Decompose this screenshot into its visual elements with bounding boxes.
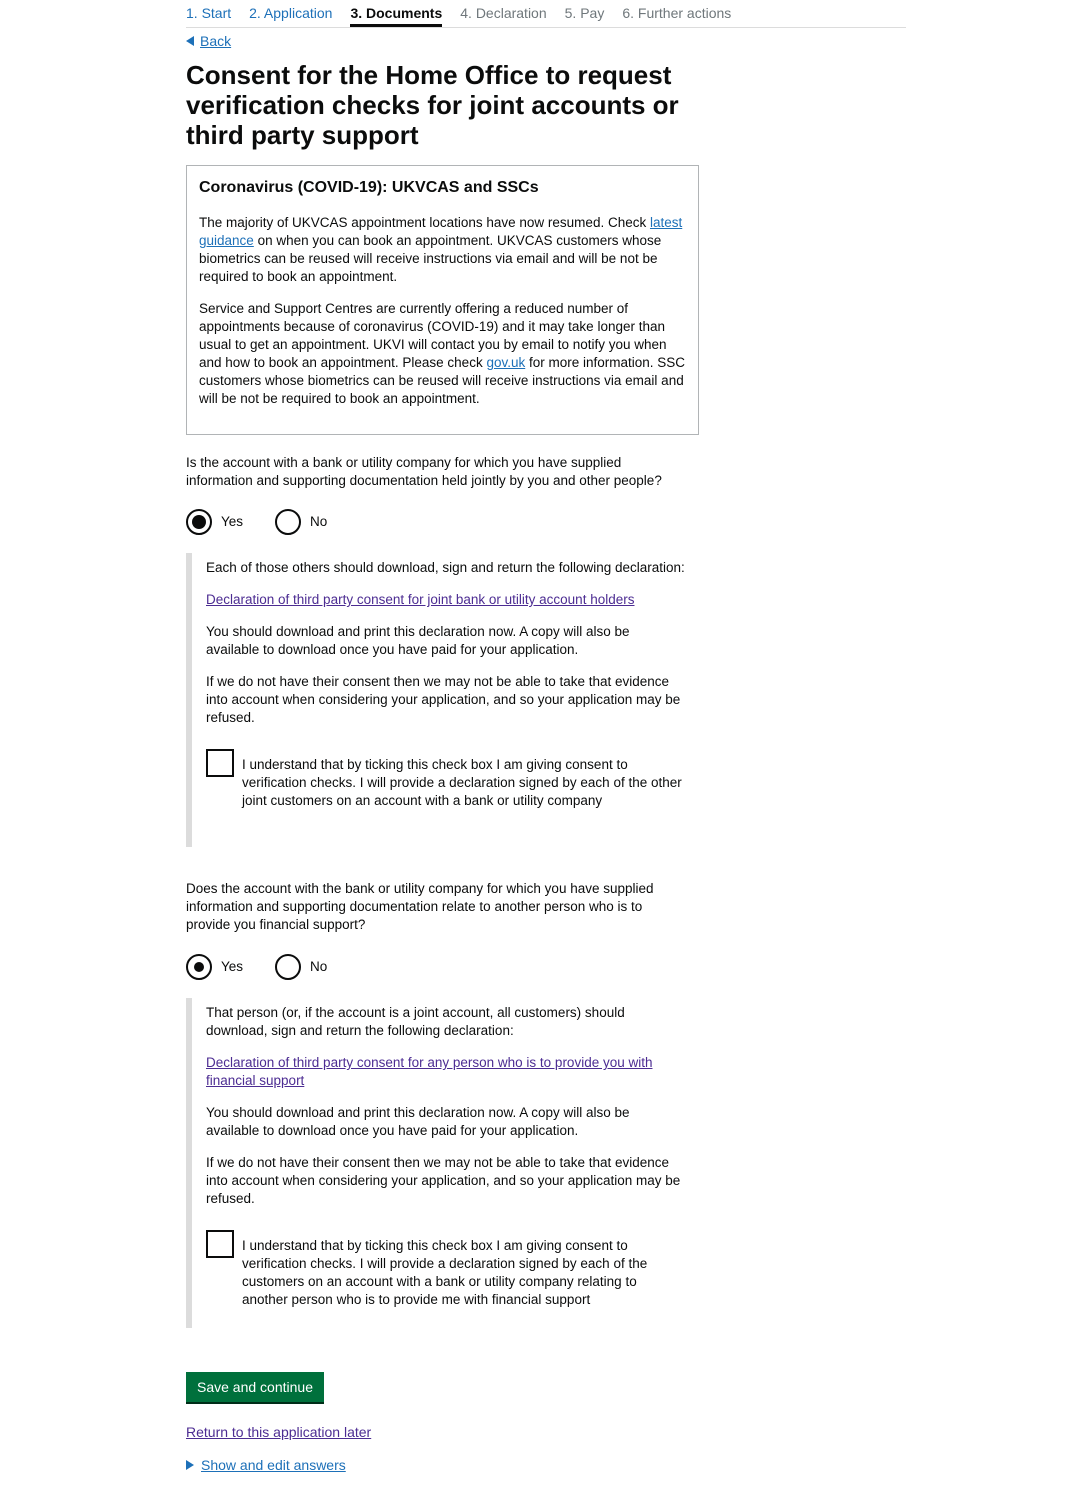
checkbox-box[interactable] — [206, 749, 234, 777]
radio-selected-dot — [192, 515, 206, 529]
radio-selected-dot — [194, 962, 204, 972]
joint-account-no-radio[interactable] — [275, 509, 327, 535]
joint-account-question: Is the account with a bank or utility company for which you have supplied information and supporting documentation held jointly by you and other people? — [186, 455, 662, 488]
financial-support-consent-label: I understand that by ticking this check box I am giving consent to verification checks. I will provide a declaration signed by each of the customers on an account with a bank or utility company relating to another person who is to provide me with financial support — [242, 1238, 648, 1307]
covid-notice — [186, 165, 699, 435]
latest-guidance-link[interactable]: latest guidance — [199, 215, 683, 248]
joint-account-consent-label: I understand that by ticking this check box I am giving consent to verification checks. I will provide a declaration signed by each of the other joint customers on an account with a bank or utility company — [242, 757, 682, 808]
joint-account-radios — [186, 509, 359, 535]
page-title: Consent for the Home Office to request verification checks for joint accounts or third party support — [186, 60, 679, 150]
show-edit-answers-toggle[interactable] — [186, 1456, 346, 1474]
radio-label-no: No — [310, 959, 328, 974]
expand-arrow-icon — [186, 1460, 194, 1470]
step-pay: 5. Pay — [564, 5, 605, 21]
back-label: Back — [200, 33, 232, 49]
joint-account-consent-checkbox[interactable] — [206, 749, 686, 810]
joint-account-conditional — [186, 553, 686, 847]
notice-heading: Coronavirus (COVID-19): UKVCAS and SSCs — [199, 179, 539, 196]
back-arrow-icon — [186, 36, 194, 46]
step-navigation — [186, 0, 906, 28]
notice-text: for more information. SSC customers whose biometrics can be reused will receive instructions via email and will be not be required to book an appointment. — [199, 355, 686, 406]
financial-support-download-note: You should download and print this declaration now. A copy will also be available to download once you have paid for your application. — [206, 1105, 630, 1138]
back-link[interactable] — [186, 32, 231, 50]
joint-account-declaration-link[interactable]: Declaration of third party consent for joint bank or utility account holders — [206, 592, 635, 607]
show-edit-answers-link[interactable]: Show and edit answers — [201, 1457, 346, 1473]
financial-support-intro: That person (or, if the account is a joint account, all customers) should download, sign and return the following declaration: — [206, 1005, 625, 1038]
radio-circle[interactable] — [186, 509, 212, 535]
step-further-actions: 6. Further actions — [622, 5, 732, 21]
financial-support-declaration-link[interactable]: Declaration of third party consent for any person who is to provide you with financial support — [206, 1055, 653, 1088]
checkbox-box[interactable] — [206, 1230, 234, 1258]
radio-circle[interactable] — [275, 954, 301, 980]
radio-label-yes: Yes — [221, 514, 244, 529]
gov-uk-link[interactable]: gov.uk — [486, 355, 526, 370]
step-documents: 3. Documents — [350, 0, 442, 27]
step-start[interactable]: 1. Start — [186, 5, 232, 21]
joint-account-warning: If we do not have their consent then we may not be able to take that evidence into account when considering your application, and so your application may be refused. — [206, 674, 681, 725]
notice-paragraph-ukvcas — [199, 214, 686, 286]
radio-circle[interactable] — [186, 954, 212, 980]
notice-text: The majority of UKVCAS appointment locations have now resumed. Check — [199, 215, 650, 230]
financial-support-conditional — [186, 998, 686, 1328]
step-declaration: 4. Declaration — [460, 5, 547, 21]
notice-paragraph-ssc — [199, 300, 686, 408]
radio-label-yes: Yes — [221, 959, 244, 974]
radio-label-no: No — [310, 514, 328, 529]
financial-support-yes-radio[interactable] — [186, 954, 243, 980]
notice-text: Service and Support Centres are currently offering a reduced number of appointments because of coronavirus (COVID-19) and it may take longer than usual to get an appointment. UKVI will contact you by email to notify you when and how to book an appointment. Please check — [199, 301, 667, 370]
joint-account-yes-radio[interactable] — [186, 509, 243, 535]
return-later-link[interactable]: Return to this application later — [186, 1424, 372, 1440]
save-and-continue-button[interactable]: Save and continue — [186, 1372, 324, 1402]
joint-account-download-note: You should download and print this declaration now. A copy will also be available to download once you have paid for your application. — [206, 624, 630, 657]
joint-account-intro: Each of those others should download, sign and return the following declaration: — [206, 560, 685, 575]
notice-text: on when you can book an appointment. UKVCAS customers whose biometrics can be reused will receive instructions via email and will be not be required to book an appointment. — [199, 233, 662, 284]
financial-support-warning: If we do not have their consent then we may not be able to take that evidence into account when considering your application, and so your application may be refused. — [206, 1155, 681, 1206]
radio-circle[interactable] — [275, 509, 301, 535]
financial-support-no-radio[interactable] — [275, 954, 327, 980]
financial-support-radios — [186, 954, 359, 980]
financial-support-question: Does the account with the bank or utility company for which you have supplied information and supporting documentation relate to another person who is to provide you financial support? — [186, 881, 654, 932]
step-application[interactable]: 2. Application — [249, 5, 333, 21]
financial-support-consent-checkbox[interactable] — [206, 1230, 686, 1309]
